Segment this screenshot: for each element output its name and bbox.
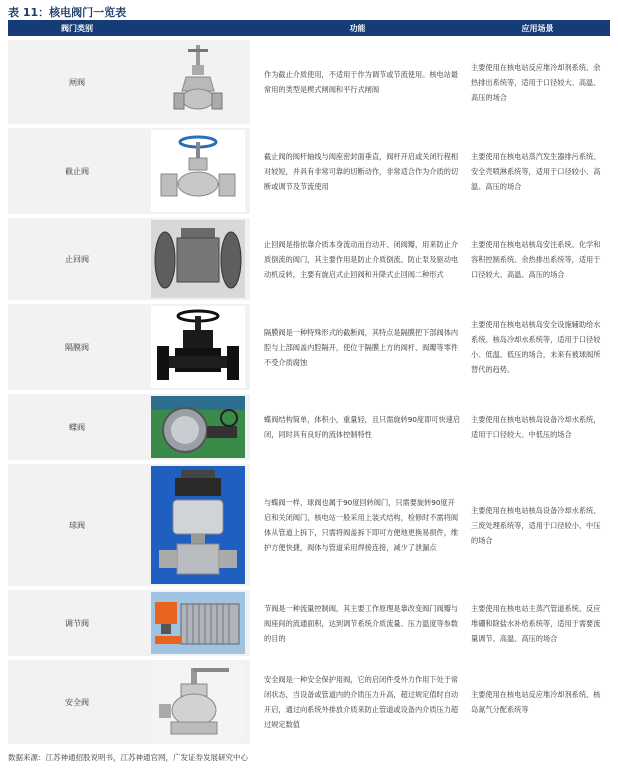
- header-category: 阀门类别: [61, 23, 93, 33]
- valve-name: 蝶阀: [69, 422, 85, 432]
- valve-scene: 主要使用在核电站核岛设备冷却水系统，适用于口径较大、中低压的场合: [465, 394, 610, 460]
- table-row: [8, 394, 610, 460]
- table-title: 表 11：核电阀门一览表: [8, 6, 127, 19]
- table-row: [8, 304, 610, 390]
- valve-name: 隔膜阀: [65, 342, 89, 352]
- check-valve-image: [146, 218, 250, 300]
- valve-name: 闸阀: [69, 77, 85, 87]
- valve-scene: 主要使用在核电站核岛设备冷却水系统、三废处理系统等，适用于口径较小、中压的场合: [465, 464, 610, 586]
- valve-function: 安全阀是一种安全保护用阀，它的启闭件受外力作用下处于常闭状态，当设备或管道内的介质压力升高，超过规定值时自动开启，通过向系统外排放介质来防止管道或设备内介质压力超过规定数值: [250, 660, 465, 744]
- control-valve-image: [146, 590, 250, 656]
- header-image: [146, 20, 250, 36]
- ball-valve-image: [146, 464, 250, 586]
- valve-scene: 主要使用在核电站反应堆冷却剂系统、核岛氮气分配系统等: [465, 660, 610, 744]
- valve-scene: 主要使用在核电站主蒸汽管道系统、反应堆硼和除盐水补给系统等，适用于需要流量调节、高温、高压的场合: [465, 590, 610, 656]
- safety-valve-image: [146, 660, 250, 744]
- source-note: 数据来源：江苏神通招股说明书，江苏神通官网，广发证券发展研究中心: [8, 753, 248, 762]
- valve-function: 蝶阀结构简单，体积小，重量轻，且只需旋转90度即可快速启闭，同时具有良好的流体控制特性: [250, 394, 465, 460]
- valve-name: 调节阀: [65, 618, 89, 628]
- butterfly-valve-image: [146, 394, 250, 460]
- table-row: [8, 40, 610, 124]
- header-function: 功能: [349, 23, 366, 33]
- valve-scene: 主要使用在核电站核岛安全设施辅助给水系统、核岛冷却水系统等，适用于口径较小、低温、低压的场合，未来有被球阀所替代的趋势。: [465, 304, 610, 390]
- table-row: [8, 464, 610, 586]
- table-row: [8, 660, 610, 744]
- valve-function: 止回阀是指依靠介质本身流动而自动开、闭阀瓣，用来防止介质倒流的阀门，其主要作用是防止介质倒流、防止泵及驱动电动机反转，主要有旋启式止回阀和升降式止回阀二种形式: [250, 218, 465, 300]
- valve-function: 节阀是一种流量控制阀，其主要工作原理是靠改变阀门阀瓣与阀座间的流通面积，达到调节系统介质流量、压力温度等参数的目的: [250, 590, 465, 656]
- valve-name: 安全阀: [65, 697, 89, 707]
- valve-scene: 主要使用在核电站蒸汽发生器排污系统、安全壳喷淋系统等，适用于口径较小、高温、高压的场合: [465, 128, 610, 214]
- table-row: [8, 590, 610, 656]
- valve-function: 隔膜阀是一种特殊形式的截断阀，其特点是隔膜把下部阀体内腔与上部阀盖内腔隔开，使位于隔膜上方的阀杆、阀瓣等零件不受介质腐蚀: [250, 304, 465, 390]
- valve-name: 截止阀: [65, 166, 89, 176]
- valve-function: 截止阀的阀杆轴线与阀座密封面垂直，阀杆开启或关闭行程相对较短，并具有非常可靠的切断动作，非常适合作为介质的切断或调节及节流使用: [250, 128, 465, 214]
- globe-valve-image: [146, 128, 250, 214]
- valve-scene: 主要使用在核电站核岛安注系统、化学和容积控制系统、余热排出系统等，适用于口径较大、高温、高压的场合: [465, 218, 610, 300]
- table-row: [8, 218, 610, 300]
- valve-function: 与蝶阀一样，球阀也属于90度回转阀门，只需要旋转90度开启和关闭阀门，核电站一般采用上装式结构，检修时不需将阀体从管道上拆下，只需将阀盖拆下即可方便地更换易损件，维护方便快捷，阀体与管道采用焊接连接，减少了泄漏点: [250, 464, 465, 586]
- valve-scene: 主要使用在核电站反应堆冷却剂系统、余热排出系统等，适用于口径较大、高温、高压的场合: [465, 40, 610, 124]
- valve-name: 止回阀: [65, 254, 89, 264]
- table-header: [8, 20, 610, 36]
- diaphragm-valve-image: [146, 304, 250, 390]
- valve-function: 作为截止介质使用，不适用于作为调节或节流使用。核电站最常用的类型是楔式闸阀和平行式闸阀: [250, 40, 465, 124]
- table-row: [8, 128, 610, 214]
- valve-name: 球阀: [69, 520, 85, 530]
- header-scene: 应用场景: [521, 23, 554, 33]
- gate-valve-image: [146, 40, 250, 124]
